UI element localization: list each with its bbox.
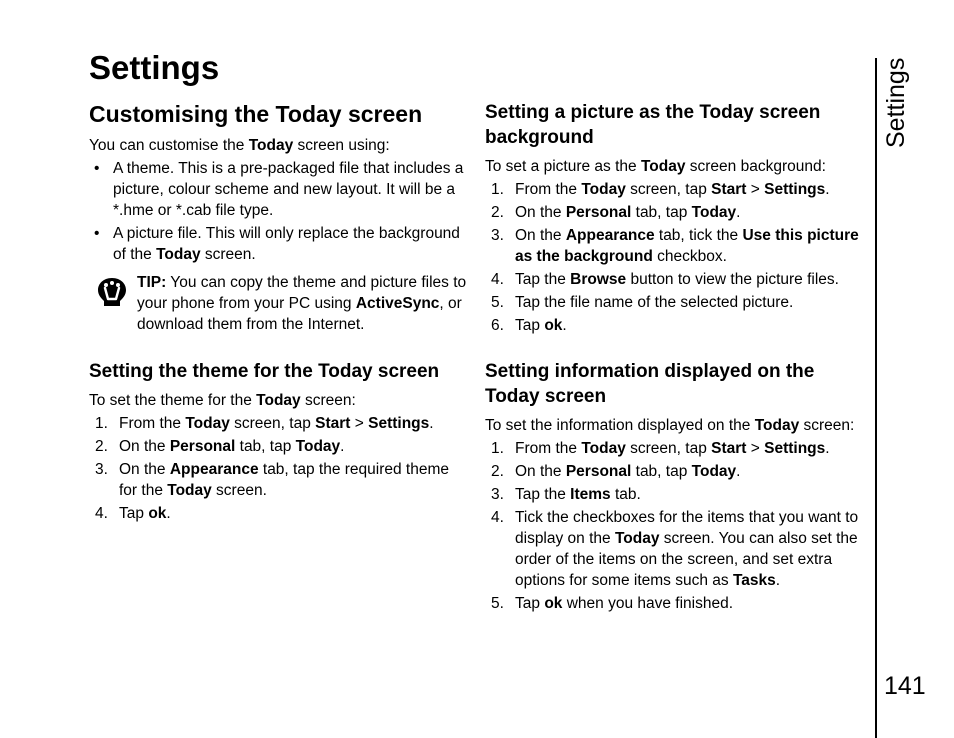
step-item: 4. Tap the Browse button to view the picture files. bbox=[491, 271, 839, 288]
bold-term: Personal bbox=[565, 463, 632, 480]
picture-intro: To set a picture as the Today screen background: bbox=[485, 158, 826, 175]
step-number: 2. bbox=[95, 438, 108, 455]
bold-term: ok bbox=[544, 595, 563, 612]
bold-term: Settings bbox=[368, 415, 430, 432]
step-number: 4. bbox=[491, 509, 504, 526]
bold-term: Today bbox=[691, 204, 737, 221]
bold-term: Today bbox=[167, 482, 212, 499]
bold-term: Today bbox=[295, 438, 341, 455]
information-steps-list bbox=[485, 438, 867, 614]
step-item: 4. Tap ok. bbox=[95, 505, 171, 522]
right-column bbox=[485, 100, 867, 616]
information-intro: To set the information displayed on the Today screen: bbox=[485, 417, 855, 434]
side-divider-rule bbox=[875, 58, 877, 738]
bold-term: Settings bbox=[764, 440, 826, 457]
step-item: 4. Tick the checkboxes for the items that you want to display on the Today screen. You can also set the order of the items on the screen, and set extra options for some items such as Tasks. bbox=[491, 509, 859, 589]
customising-intro: You can customise the Today screen using: bbox=[89, 137, 390, 154]
step-number: 5. bbox=[491, 595, 504, 612]
bold-term: ActiveSync bbox=[355, 295, 440, 312]
bold-term: Start bbox=[315, 415, 351, 432]
section-heading-picture: Setting a picture as the Today screen background bbox=[485, 102, 821, 148]
step-item: 3. On the Appearance tab, tick the Use this picture as the background checkbox. bbox=[491, 227, 859, 265]
tip-text: TIP: You can copy the theme and picture files to your phone from your PC using ActiveSync, or download them from the Internet. bbox=[137, 274, 467, 333]
step-number: 5. bbox=[491, 294, 504, 311]
bullet-item: • A picture file. This will only replace the background of the Today screen. bbox=[94, 225, 460, 263]
bold-term: ok bbox=[544, 317, 563, 334]
step-item: 5. Tap ok when you have finished. bbox=[491, 595, 734, 612]
step-item: 5. Tap the file name of the selected picture. bbox=[491, 294, 794, 311]
bold-term: Today bbox=[581, 440, 626, 457]
bullet-item: • A theme. This is a pre-packaged file that includes a picture, colour scheme and new layout. It will be a *.hme or *.cab file type. bbox=[94, 160, 464, 219]
section-heading-theme: Setting the theme for the Today screen bbox=[89, 361, 440, 382]
bold-term: Today bbox=[185, 415, 230, 432]
step-number: 1. bbox=[95, 415, 108, 432]
lightbulb-icon bbox=[94, 274, 130, 310]
step-number: 1. bbox=[491, 440, 504, 457]
bold-term: Today bbox=[156, 246, 201, 263]
step-number: 1. bbox=[491, 181, 504, 198]
step-number: 3. bbox=[95, 461, 108, 478]
page-number: 141 bbox=[884, 672, 926, 700]
page-title: Settings bbox=[89, 49, 220, 86]
step-number: 2. bbox=[491, 463, 504, 480]
bold-term: Today bbox=[691, 463, 737, 480]
step-item: 1. From the Today screen, tap Start > Settings. bbox=[491, 440, 830, 457]
step-item: 1. From the Today screen, tap Start > Settings. bbox=[491, 181, 830, 198]
step-number: 2. bbox=[491, 204, 504, 221]
step-item: 2. On the Personal tab, tap Today. bbox=[491, 204, 741, 221]
bold-term: Items bbox=[570, 486, 611, 503]
bold-term: Start bbox=[711, 181, 747, 198]
theme-intro: To set the theme for the Today screen: bbox=[89, 392, 356, 409]
bold-term: Today bbox=[754, 417, 800, 434]
bold-term: Today bbox=[256, 392, 301, 409]
bold-term: Settings bbox=[764, 181, 826, 198]
bold-term: Today bbox=[248, 137, 294, 154]
bullet-symbol: • bbox=[94, 160, 100, 177]
customising-options-list bbox=[89, 158, 469, 265]
step-item: 6. Tap ok. bbox=[491, 317, 567, 334]
step-number: 6. bbox=[491, 317, 504, 334]
step-number: 4. bbox=[491, 271, 504, 288]
bold-term: TIP: bbox=[137, 274, 167, 291]
step-number: 3. bbox=[491, 486, 504, 503]
section-heading-customising: Customising the Today screen bbox=[89, 101, 423, 127]
bold-term: Browse bbox=[570, 271, 627, 288]
bold-term: Tasks bbox=[732, 572, 776, 589]
step-item: 2. On the Personal tab, tap Today. bbox=[95, 438, 345, 455]
bold-term: Use this picture as the background bbox=[515, 227, 859, 265]
step-number: 3. bbox=[491, 227, 504, 244]
bold-term: Today bbox=[640, 158, 686, 175]
bold-term: Personal bbox=[169, 438, 236, 455]
bold-term: Start bbox=[711, 440, 747, 457]
bold-term: Today bbox=[581, 181, 626, 198]
step-item: 1. From the Today screen, tap Start > Settings. bbox=[95, 415, 434, 432]
side-section-label: Settings bbox=[882, 57, 910, 148]
bold-term: Today bbox=[614, 530, 660, 547]
bold-term: ok bbox=[148, 505, 167, 522]
step-item: 2. On the Personal tab, tap Today. bbox=[491, 463, 741, 480]
section-heading-information: Setting information displayed on the Today screen bbox=[485, 361, 815, 407]
step-item: 3. Tap the Items tab. bbox=[491, 486, 641, 503]
step-number: 4. bbox=[95, 505, 108, 522]
picture-steps-list bbox=[485, 179, 867, 336]
bold-term: Appearance bbox=[169, 461, 259, 478]
theme-steps-list bbox=[89, 413, 469, 524]
tip-box bbox=[89, 272, 469, 335]
bullet-symbol: • bbox=[94, 225, 100, 242]
bold-term: Personal bbox=[565, 204, 632, 221]
left-column bbox=[89, 96, 469, 526]
bold-term: Appearance bbox=[565, 227, 655, 244]
step-item: 3. On the Appearance tab, tap the required theme for the Today screen. bbox=[95, 461, 450, 499]
